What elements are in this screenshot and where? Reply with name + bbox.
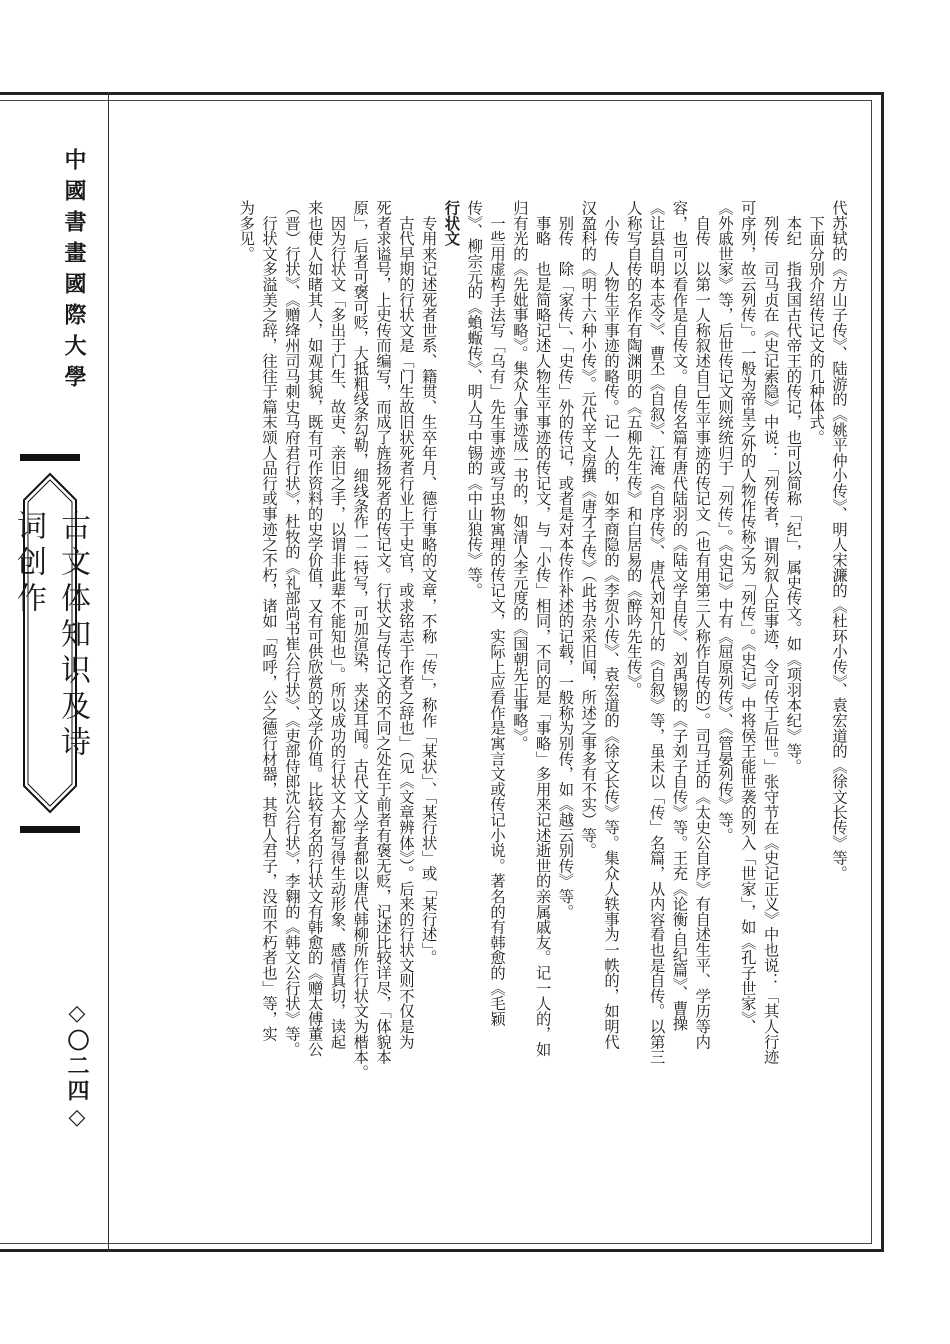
text-column: 可序列，故云列传」。一般为帝皇之外的人物作传称之为「列传」。《史记》中将侯王能世袭的列入「世家」，如《孔子世家》、: [738, 200, 757, 1034]
text-column: 来也使人如睹其人，如观其貌，既有可作资料的史学价值，又有可供欣赏的文学价值。比较有名的行状文有韩愈的《赠太傅董公: [305, 200, 324, 1057]
text-column: （晋）行状》、《赠绛州司马刺史马府君行状》，杜牧的《礼部尚书崔公行状》、《吏部侍郎沈公行状》，李翱的《韩文公行状》等。: [282, 200, 301, 1057]
text-column: 代苏轼的《方山子传》、陆游的《姚平仲小传》、明人宋濂的《杜环小传》、袁宏道的《徐文长传》等。: [830, 200, 848, 881]
text-column: 传》、柳宗元的《蝜蝂传》、明人马中锡的《中山狼传》等。: [465, 200, 484, 598]
text-column: 小传 人物生平事迹的略传。记一人的，如李商隐的《李贺小传》、袁宏道的《徐文长传》等。集众人轶事为一帙的，如明代: [602, 200, 621, 1050]
text-column: 汉盈科的《明十六种小传》。元代辛文房撰《唐才子传》（此书杂采旧闻，所述之事多有不实）等。: [579, 200, 598, 858]
text-column: 专用来记述死者世系、籍贯、生卒年月、德行事略的文章，不称「传」，称作「某状」、「某行状」或「某行述」。: [419, 200, 438, 965]
section-heading: 行状文: [442, 200, 461, 246]
text-column: 原」，后者可褒可贬，大抵粗线条勾勒，细线条作一二特写，可加渲染，夹述耳闻。古代文人学者都以唐代韩柳所作行状文为楷本。: [351, 200, 370, 1080]
text-column: 列传 司马贞在《史记索隐》中说：「列传者，谓列叙人臣事迹，令可传于后世。」张守节在《史记正义》中也说：「其人行迹: [761, 200, 780, 1065]
title-plate-top-bar: [20, 454, 80, 461]
text-column: 为多见。: [237, 200, 256, 262]
title-plate-bottom-bar: [20, 826, 80, 833]
text-column: 本纪 指我国古代帝王的传记，也可以简称「纪」，属史传文。如《项羽本纪》等。: [784, 200, 803, 774]
text-column: 人称写自传的名作有陶渊明的《五柳先生传》和白居易的《醉吟先生传》。: [624, 200, 643, 698]
text-column: 下面分别介绍传记文的几种体式。: [807, 200, 826, 445]
body-text-area: [150, 200, 850, 1200]
text-column: 一些用虚构手法写「乌有」先生事迹或写虫物寓理的传记文，实际上应看作是寓言文或传记小说。著名的有韩愈的《毛颖: [488, 200, 507, 1027]
text-column: 古代早期的行状文是「门生故旧状死者行业上于史官，或求铭志于作者之辞也」（见《文章辨体》）。后来的行状文则不仅是为: [396, 200, 415, 1050]
body-text: [150, 200, 850, 1180]
spine-rule: [108, 92, 109, 1252]
text-column: 死者求谥号，上史传而编写，而成了旌扬死者的传记文。行状文与传记文的不同之处在于前者有褒无贬，记述比较详尽，「体貌本: [374, 200, 393, 1065]
text-column: 别传 除「家传」、「史传」外的传记，或者是对本传作补述的记载，一般称为别传，如《越云别传》等。: [556, 200, 575, 920]
book-title: 古文体知识及诗词创作: [11, 510, 90, 762]
text-column: 行状文多溢美之辞，往往于篇末颂人品行或事迹之不朽，诸如「呜呼，公之德行材器，其哲人君子，没而不朽者也」等，实: [260, 200, 279, 1042]
text-column: 自传 以第一人称叙述自己生平事迹的传记文（也有用第三人称作自传的）。司马迁的《太史公自序》有自述生平、学历等内: [693, 200, 712, 1050]
text-column: 《让县自明本志令》、曹丕《自叙》、江淹《自序传》、唐代刘知几的《自叙》等，虽未以「传」名篇，从内容看也是自传。以第三: [647, 200, 666, 1065]
text-column: 事略 也是简略记述人物生平事迹的传记文，与「小传」相同，不同的是「事略」多用来记述逝世的亲属戚友。记一人的，如: [533, 200, 552, 1057]
text-column: 因为行状文「多出于门生、故吏、亲旧之手，以谓非此辈不能知也」。所以成功的行状文大都写得生动形象、感情真切，读起: [328, 200, 347, 1050]
text-column: 《外戚世家》等，后世传记文则统统归于「列传」。《史记》中有《屈原列传》、《管晏列传》等。: [716, 200, 735, 843]
page-number: ◇〇二四◇: [64, 1000, 90, 1133]
title-plate: [11, 470, 90, 816]
text-column: 容，也可以看作是自传文。自传名篇有唐代陆羽的《陆文学自传》、刘禹锡的《子刘子自传》等。王充《论衡·自纪篇》、曹操: [670, 200, 689, 1032]
text-column: 归有光的《先妣事略》。集众人事迹成一书的，如清人李元度的《国朝先正事略》。: [510, 200, 529, 751]
school-name: 中國書畫國際大學: [61, 148, 87, 396]
